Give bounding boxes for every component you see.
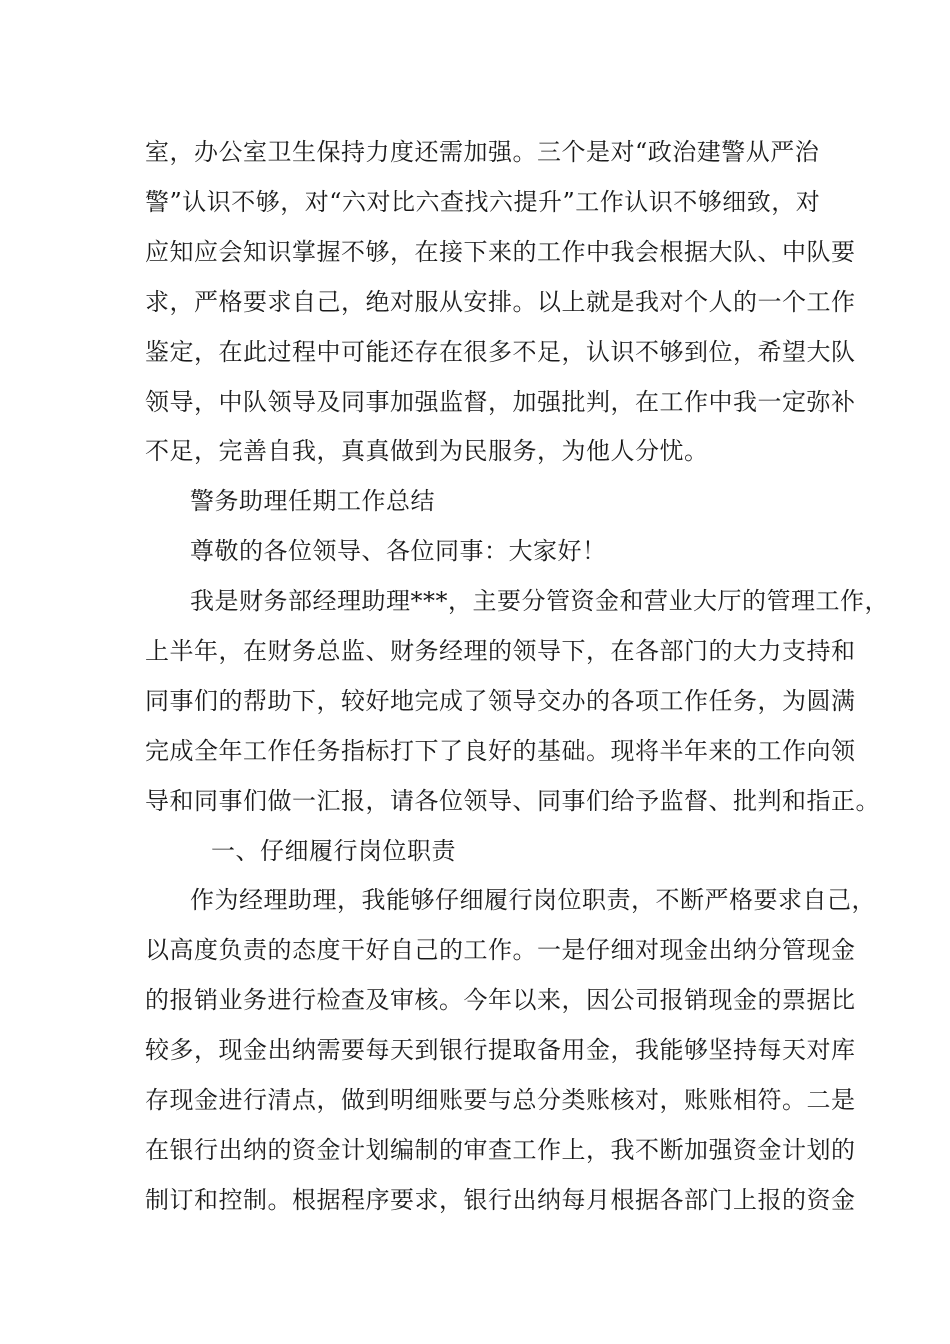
body-line: 同事们的帮助下，较好地完成了领导交办的各项工作任务，为圆满 xyxy=(145,687,856,715)
body-line: 不足，完善自我，真真做到为民服务，为他人分忧。 xyxy=(145,437,709,465)
section-heading: 一、仔细履行岗位职责 xyxy=(211,837,456,865)
body-line: 导和同事们做一汇报，请各位领导、同事们给予监督、批判和指正。 xyxy=(145,787,880,815)
body-line: 应知应会知识掌握不够，在接下来的工作中我会根据大队、中队要 xyxy=(145,238,856,266)
body-line: 室，办公室卫生保持力度还需加强。三个是对“政治建警从严治 xyxy=(145,138,820,166)
body-line: 的报销业务进行检查及审核。今年以来，因公司报销现金的票据比 xyxy=(145,986,856,1014)
body-line: 领导，中队领导及同事加强监督，加强批判，在工作中我一定弥补 xyxy=(145,388,856,416)
body-line: 求，严格要求自己，绝对服从安排。以上就是我对个人的一个工作 xyxy=(145,288,856,316)
section-title: 警务助理任期工作总结 xyxy=(190,487,435,515)
body-line: 警”认识不够，对“六对比六查找六提升”工作认识不够细致，对 xyxy=(145,188,821,216)
body-line: 上半年，在财务总监、财务经理的领导下，在各部门的大力支持和 xyxy=(145,637,856,665)
body-line: 鉴定，在此过程中可能还存在很多不足，认识不够到位，希望大队 xyxy=(145,338,856,366)
body-line: 在银行出纳的资金计划编制的审查工作上，我不断加强资金计划的 xyxy=(145,1136,856,1164)
body-line: 作为经理助理，我能够仔细履行岗位职责，不断严格要求自己， xyxy=(190,886,876,914)
salutation: 尊敬的各位领导、各位同事：大家好！ xyxy=(190,537,607,565)
body-line: 我是财务部经理助理***，主要分管资金和营业大厅的管理工作， xyxy=(190,587,889,615)
body-line: 制订和控制。根据程序要求，银行出纳每月根据各部门上报的资金 xyxy=(145,1186,856,1214)
body-line: 较多，现金出纳需要每天到银行提取备用金，我能够坚持每天对库 xyxy=(145,1036,856,1064)
body-line: 完成全年工作任务指标打下了良好的基础。现将半年来的工作向领 xyxy=(145,737,856,765)
body-line: 以高度负责的态度干好自己的工作。一是仔细对现金出纳分管现金 xyxy=(145,936,856,964)
body-line: 存现金进行清点，做到明细账要与总分类账核对，账账相符。二是 xyxy=(145,1086,856,1114)
